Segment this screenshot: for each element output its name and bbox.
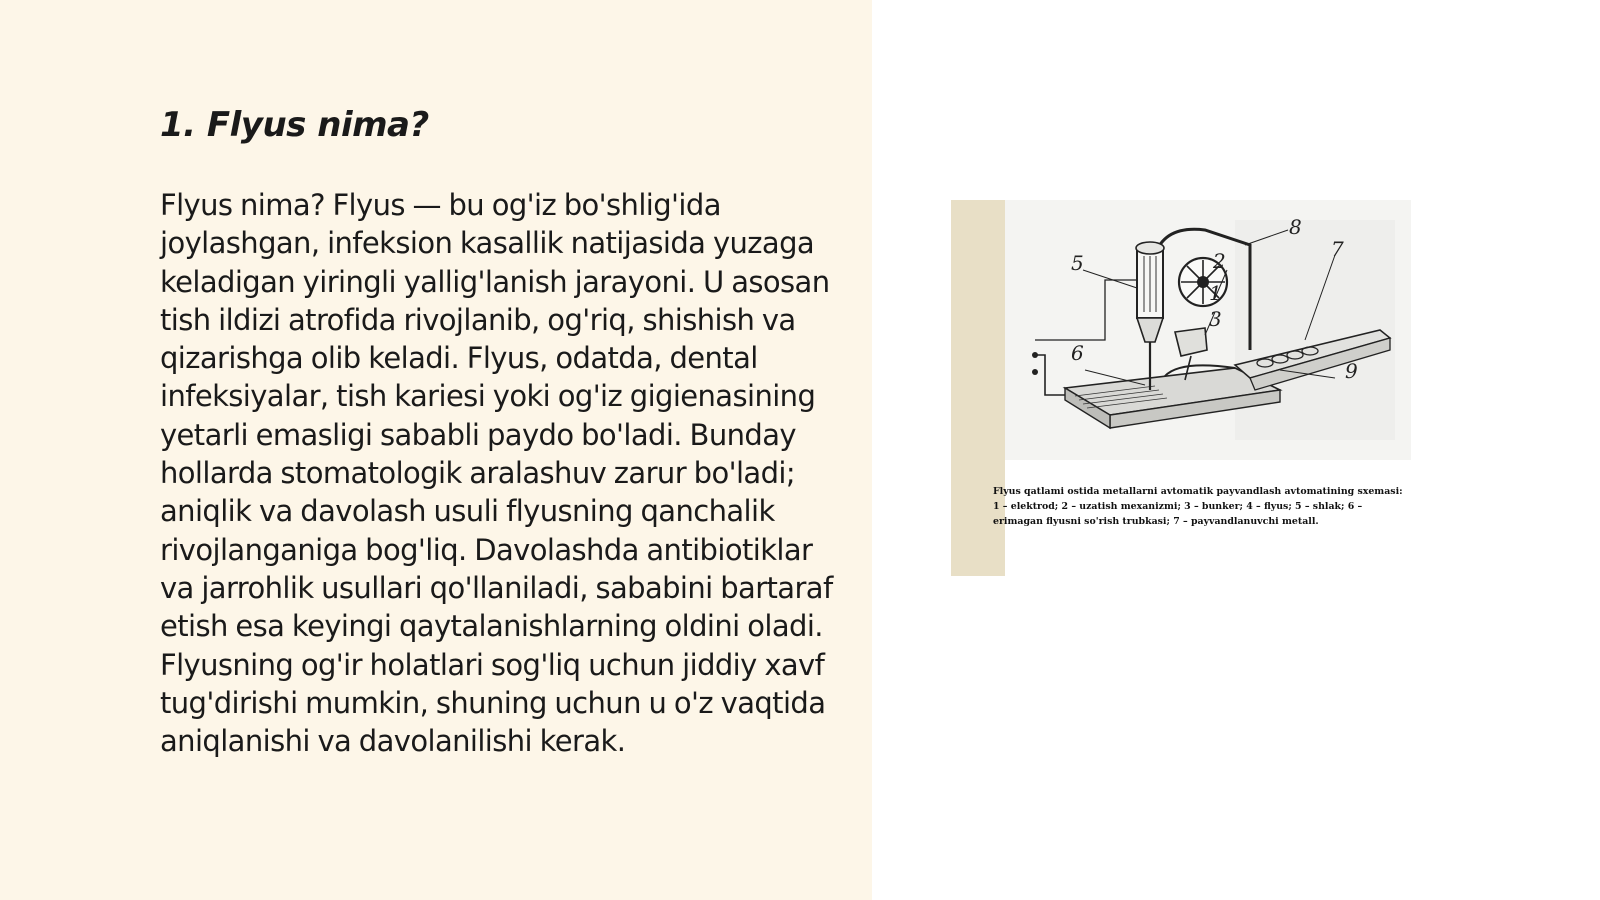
welding-machine-schematic xyxy=(1005,200,1411,460)
figure-caption: Flyus qatlami ostida metallarni avtomatik payvandlash avtomatining sxemasi: 1 – elektrod; 2 – uzatish mexanizmi; 3 – bunker; 4 – flyus; 5 – shlak; 6 – erimagan flyusni so'rish trubkasi; 7 – payvandlanuvchi metall. xyxy=(993,486,1403,527)
figure-label: 8 xyxy=(1289,215,1302,239)
figure-label: 1 xyxy=(1209,281,1222,305)
figure-label: 5 xyxy=(1071,251,1084,275)
figure-label: 3 xyxy=(1209,307,1222,331)
slide-title: 1. Flyus nima? xyxy=(160,105,429,145)
figure-label: 2 xyxy=(1213,249,1226,273)
figure-label: 6 xyxy=(1071,341,1084,365)
welding-diagram-figure xyxy=(951,200,1411,576)
figure-label: 7 xyxy=(1331,237,1344,261)
slide-body-text: Flyus nima? Flyus — bu og'iz bo'shlig'ida joylashgan, infeksion kasallik natijasida yuzaga keladigan yiringli yallig'lanish jarayoni. U asosan tish ildizi atrofida rivojlanib, og'riq, shishish va qizarishga olib keladi. Flyus, odatda, dental infeksiyalar, tish kariesi yoki og'iz gigienasining yetarli emasligi sababli paydo bo'ladi. Bunday hollarda stomatologik aralashuv zarur bo'ladi; aniqlik va davolash usuli flyusning qanchalik rivojlanganiga bog'liq. Davolashda antibiotiklar va jarrohlik usullari qo'llaniladi, sababini bartaraf etish esa keyingi qaytalanishlarning oldini oladi. Flyusning og'ir holatlari sog'liq uchun jiddiy xavf tug'dirishi mumkin, shuning uchun u o'z vaqtida aniqlanishi va davolanilishi kerak. xyxy=(160,188,833,759)
figure-label: 9 xyxy=(1345,359,1358,383)
